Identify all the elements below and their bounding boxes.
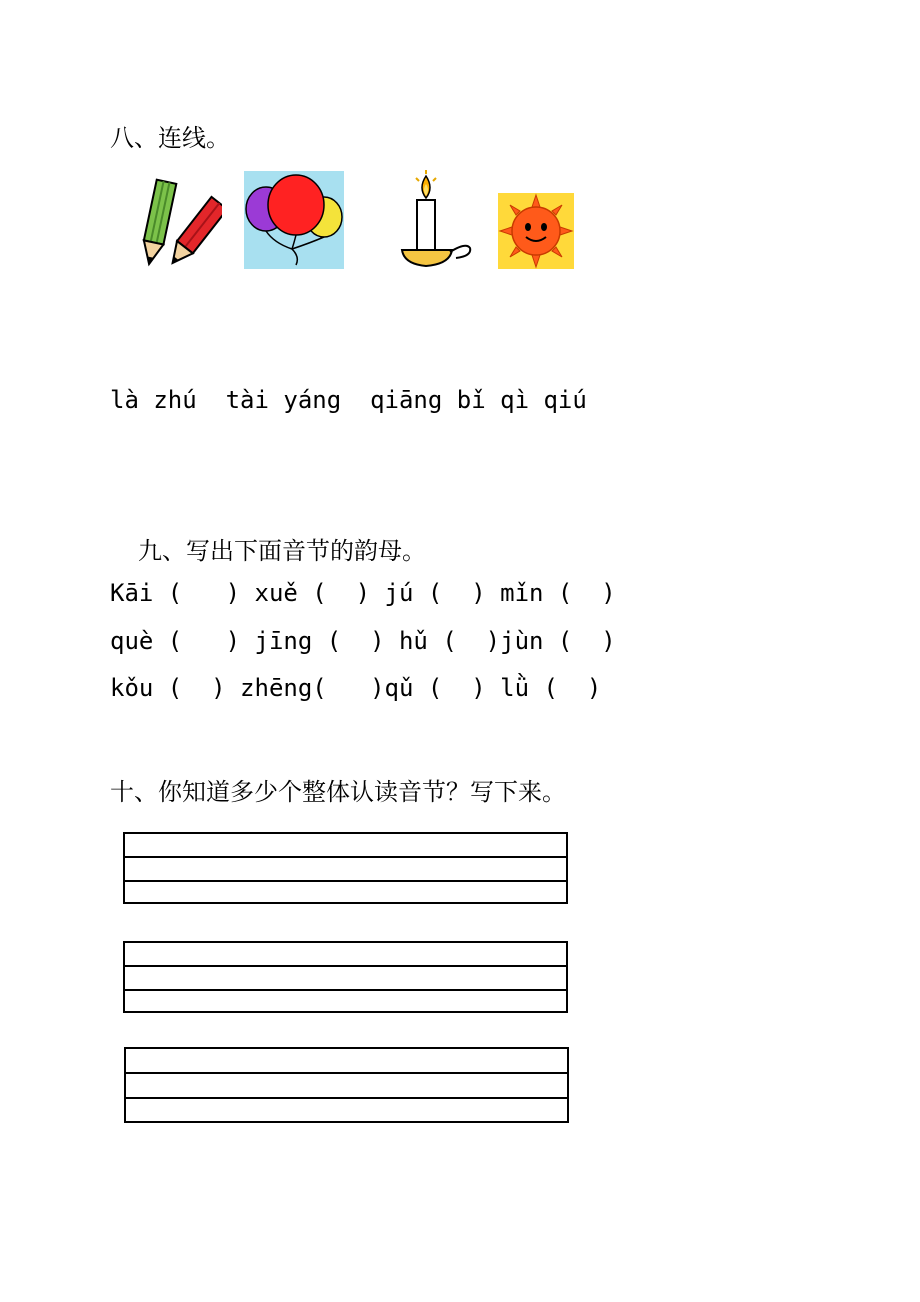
grid-line [125,989,566,991]
writing-grid-2[interactable] [123,941,568,1013]
balloons-picture [244,171,344,269]
grid-line [125,880,566,882]
grid-line [125,856,566,858]
grid-line [126,1072,567,1074]
writing-grid-1[interactable] [123,832,568,904]
section-9-title: 九、写出下面音节的韵母。 [138,537,426,565]
section-9-row-2: què ( ) jīng ( ) hǔ ( )jùn ( ) [110,627,616,655]
writing-grid-3[interactable] [124,1047,569,1123]
candle-picture [396,168,474,270]
pencils-picture [138,175,222,271]
section-9-row-1: Kāi ( ) xuě ( ) jú ( ) mǐn ( ) [110,579,616,607]
grid-line [125,965,566,967]
section-9-row-3: kǒu ( ) zhēng( )qǔ ( ) lǜ ( ) [110,674,602,702]
section-8-title: 八、连线。 [110,124,230,152]
grid-line [126,1097,567,1099]
section-10-title: 十、你知道多少个整体认读音节？写下来。 [110,778,566,806]
sun-picture [498,193,574,269]
section-8-pinyin-row: là zhú tài yáng qiāng bǐ qì qiú [110,386,587,414]
